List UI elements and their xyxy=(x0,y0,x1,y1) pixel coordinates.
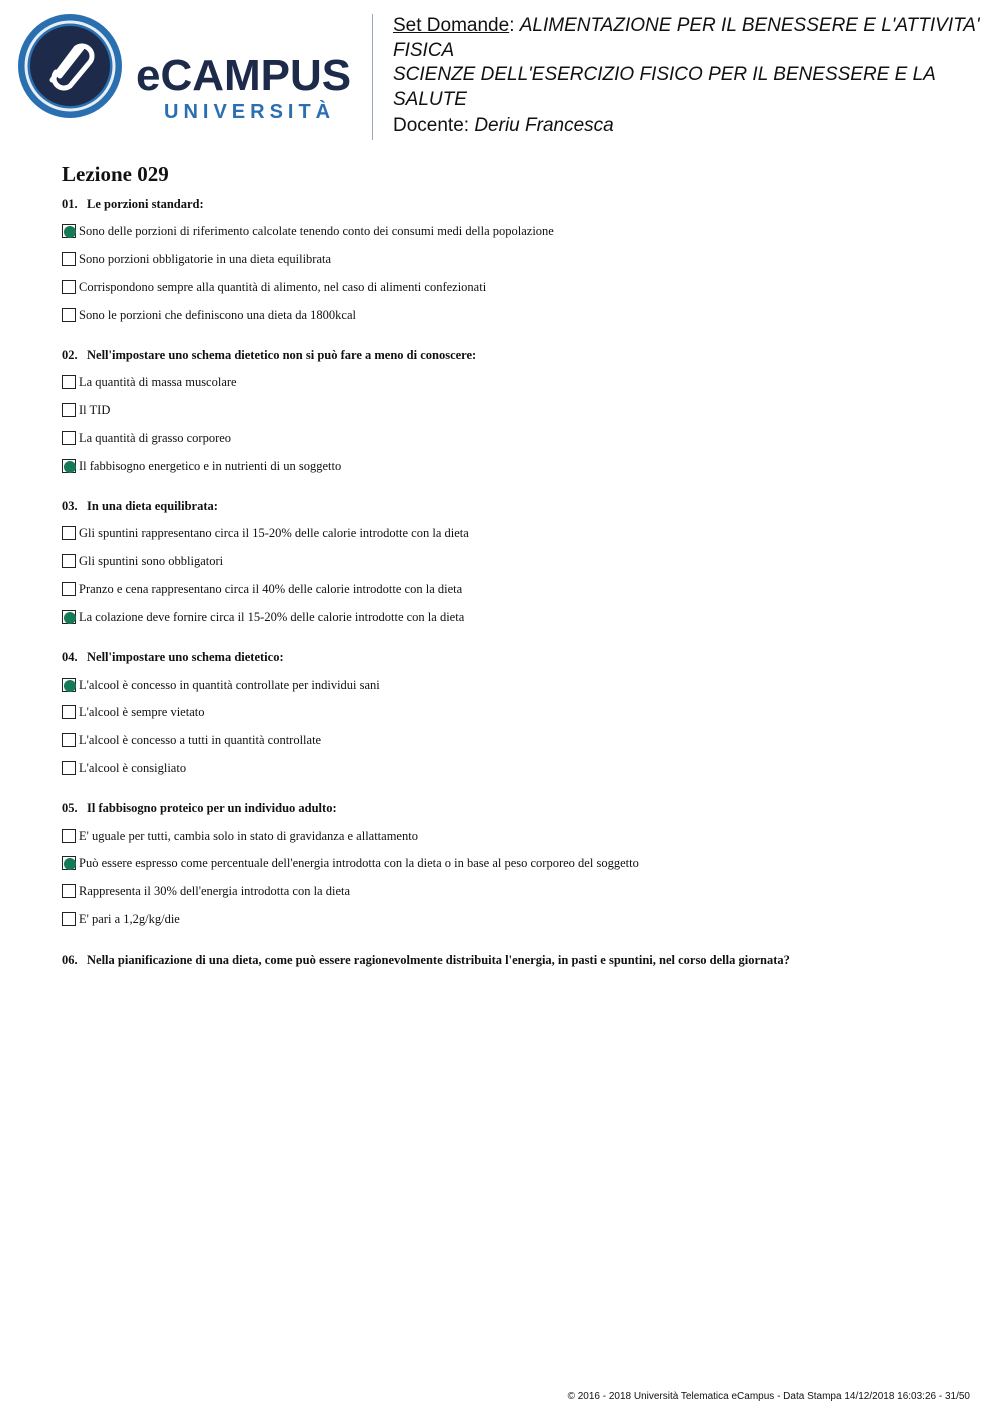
answer-option[interactable]: Può essere espresso come percentuale dell'energia introdotta con la dieta o in base al peso corporeo del soggetto xyxy=(62,854,639,872)
answer-option[interactable]: E' pari a 1,2g/kg/die xyxy=(62,910,180,928)
answer-option[interactable]: La quantità di massa muscolare xyxy=(62,373,237,391)
checkbox[interactable] xyxy=(62,308,76,322)
checkbox[interactable] xyxy=(62,280,76,294)
answer-option[interactable]: Rappresenta il 30% dell'energia introdotta con la dieta xyxy=(62,882,350,900)
answer-option[interactable]: L'alcool è concesso in quantità controllate per individui sani xyxy=(62,676,380,694)
selected-dot-icon xyxy=(64,461,76,473)
selected-dot-icon xyxy=(64,680,76,692)
set-label: Set Domande xyxy=(393,15,510,36)
checkbox[interactable] xyxy=(62,733,76,747)
answer-option[interactable]: E' uguale per tutti, cambia solo in stato di gravidanza e allattamento xyxy=(62,827,418,845)
checkbox[interactable] xyxy=(62,554,76,568)
answer-option[interactable]: L'alcool è concesso a tutti in quantità controllate xyxy=(62,731,321,749)
teacher-name: Deriu Francesca xyxy=(474,115,614,136)
header-divider xyxy=(372,14,373,140)
checkbox[interactable] xyxy=(62,912,76,926)
course-title: Set Domande: ALIMENTAZIONE PER IL BENESSERE E L'ATTIVITA' xyxy=(393,15,980,36)
teacher: Docente: Deriu Francesca xyxy=(393,115,614,136)
question-05: 05. Il fabbisogno proteico per un individuo adulto: xyxy=(62,801,337,815)
question-06: 06. Nella pianificazione di una dieta, come può essere ragionevolmente distribuita l'energia, in pasti e spuntini, nel corso della giornata? xyxy=(62,953,790,967)
answer-option[interactable]: L'alcool è consigliato xyxy=(62,759,186,777)
answer-option[interactable]: Sono delle porzioni di riferimento calcolate tenendo conto dei consumi medi della popolazione xyxy=(62,222,554,240)
checkbox[interactable] xyxy=(62,884,76,898)
checkbox[interactable] xyxy=(62,252,76,266)
checkbox[interactable] xyxy=(62,224,76,238)
answer-option[interactable]: L'alcool è sempre vietato xyxy=(62,703,204,721)
lesson-title: Lezione 029 xyxy=(62,162,169,186)
checkbox[interactable] xyxy=(62,459,76,473)
brand-name: eCAMPUS xyxy=(136,51,352,100)
answer-option[interactable]: La quantità di grasso corporeo xyxy=(62,429,231,447)
checkbox[interactable] xyxy=(62,582,76,596)
answer-option[interactable]: La colazione deve fornire circa il 15-20% delle calorie introdotte con la dieta xyxy=(62,608,464,626)
checkbox[interactable] xyxy=(62,761,76,775)
question-01: 01. Le porzioni standard: xyxy=(62,197,204,211)
selected-dot-icon xyxy=(64,858,76,870)
answer-option[interactable]: Sono le porzioni che definiscono una dieta da 1800kcal xyxy=(62,306,356,324)
answer-option[interactable]: Gli spuntini rappresentano circa il 15-20% delle calorie introdotte con la dieta xyxy=(62,524,469,542)
answer-option[interactable]: Gli spuntini sono obbligatori xyxy=(62,552,223,570)
checkbox[interactable] xyxy=(62,526,76,540)
question-02: 02. Nell'impostare uno schema dietetico non si può fare a meno di conoscere: xyxy=(62,348,477,362)
answer-option[interactable]: Il TID xyxy=(62,401,110,419)
answer-option[interactable]: Il fabbisogno energetico e in nutrienti di un soggetto xyxy=(62,457,341,475)
checkbox[interactable] xyxy=(62,678,76,692)
checkbox[interactable] xyxy=(62,375,76,389)
header-info: Set Domande: ALIMENTAZIONE PER IL BENESSERE E L'ATTIVITA' FISICA SCIENZE DELL'ESERCIZIO FISICO PER IL BENESSERE E LA SALUTE Docente: Deriu Francesca xyxy=(393,14,983,139)
brand-subtitle: UNIVERSITÀ xyxy=(164,101,336,122)
selected-dot-icon xyxy=(64,226,76,238)
question-03: 03. In una dieta equilibrata: xyxy=(62,499,218,513)
selected-dot-icon xyxy=(64,612,76,624)
ecampus-logo xyxy=(14,14,359,122)
answer-option[interactable]: Corrispondono sempre alla quantità di alimento, nel caso di alimenti confezionati xyxy=(62,278,486,296)
question-04: 04. Nell'impostare uno schema dietetico: xyxy=(62,650,284,664)
ecampus-seal-icon xyxy=(14,14,359,122)
checkbox[interactable] xyxy=(62,829,76,843)
checkbox[interactable] xyxy=(62,431,76,445)
degree-title: SCIENZE DELL'ESERCIZIO FISICO PER IL BENESSERE E LA xyxy=(393,64,936,85)
checkbox[interactable] xyxy=(62,705,76,719)
checkbox[interactable] xyxy=(62,403,76,417)
page-footer: © 2016 - 2018 Università Telematica eCampus - Data Stampa 14/12/2018 16:03:26 - 31/50 xyxy=(567,1391,970,1402)
answer-option[interactable]: Pranzo e cena rappresentano circa il 40% delle calorie introdotte con la dieta xyxy=(62,580,462,598)
checkbox[interactable] xyxy=(62,856,76,870)
checkbox[interactable] xyxy=(62,610,76,624)
answer-option[interactable]: Sono porzioni obbligatorie in una dieta equilibrata xyxy=(62,250,331,268)
